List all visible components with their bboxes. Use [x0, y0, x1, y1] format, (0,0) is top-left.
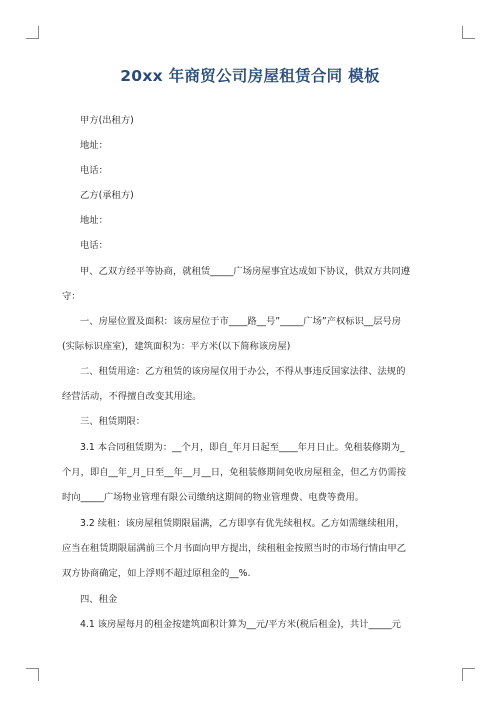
- clause-3-1-line-2: 个月，即自__年_月_日至__年__月__日，免租装修期间免收房屋租金，但乙方仍需按: [62, 467, 406, 478]
- crop-mark-bottom-left: [26, 668, 39, 681]
- document-title: 20xx 年商贸公司房屋租赁合同 模板: [120, 67, 380, 85]
- clause-4-heading: 四、租金: [80, 594, 118, 605]
- party-b-address: 地址：: [80, 215, 108, 226]
- party-a-address: 地址：: [80, 140, 108, 151]
- crop-mark-top-left: [26, 26, 39, 39]
- party-b-label: 乙方(承租方): [80, 190, 134, 201]
- clause-3-heading: 三、租赁期限：: [80, 416, 146, 427]
- clause-1-line-1: 一、房屋位置及面积：该房屋位于市____路__号”_____广场”产权标识__层号房: [80, 316, 402, 327]
- preamble-line-1: 甲、乙双方经平等协商，就租赁_____广场房屋事宜达成如下协议，供双方共同遵: [80, 266, 411, 277]
- clause-1-line-2: (实际标识座室)，建筑面积为：平方米(以下简称该房屋): [62, 341, 291, 352]
- crop-mark-top-right: [462, 26, 475, 39]
- clause-3-1-line-3: 时向_____广场物业管理有限公司缴纳这期间的物业管理费、电费等费用。: [62, 492, 365, 503]
- clause-3-1-line-1: 3.1 本合同租赁期为：__个月，即自_年月日起至____年月日止。免租装修期为_: [80, 442, 405, 453]
- clause-3-2-line-3: 双方协商确定，如上浮则不超过原租金的__%.: [62, 568, 251, 579]
- party-a-label: 甲方(出租方): [80, 115, 134, 126]
- clause-3-2-line-1: 3.2 续租：该房屋租赁期限届满，乙方即享有优先续租权。乙方如需继续租用，: [80, 518, 405, 529]
- clause-4-1-line-1: 4.1 该房屋每月的租金按建筑面积计算为__元/平方米(税后租金)，共计_____元: [80, 619, 401, 630]
- preamble-line-2: 守：: [62, 291, 81, 302]
- clause-2-line-1: 二、租赁用途：乙方租赁的该房屋仅用于办公，不得从事违反国家法律、法规的: [80, 366, 406, 377]
- party-a-phone: 电话：: [80, 165, 108, 176]
- party-b-phone: 电话：: [80, 240, 108, 251]
- clause-3-2-line-2: 应当在租赁期限届满前三个月书面向甲方提出，续租租金按照当时的市场行情由甲乙: [62, 543, 406, 554]
- clause-2-line-2: 经营活动，不得擅自改变其用途。: [62, 391, 202, 402]
- crop-mark-bottom-right: [462, 668, 475, 681]
